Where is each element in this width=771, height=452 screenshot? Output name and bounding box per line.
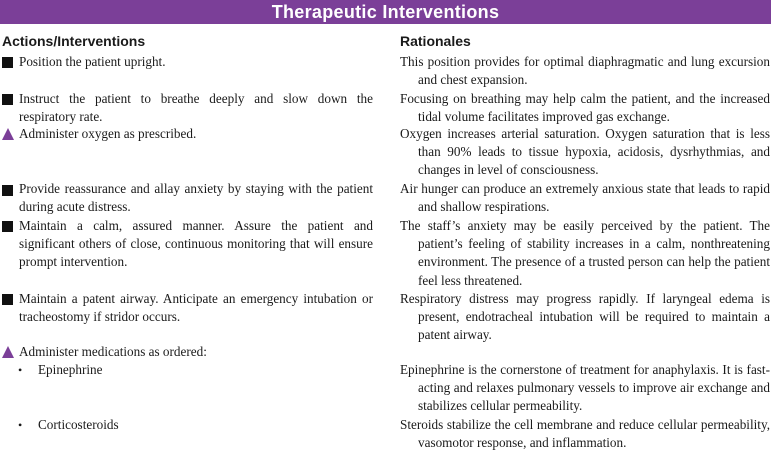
- black-square-bullet-icon: [2, 94, 13, 105]
- action-text: Administer medications as ordered:: [19, 344, 207, 359]
- black-square-bullet-icon: [2, 294, 13, 305]
- black-square-bullet-icon: [2, 57, 13, 68]
- section-title: Therapeutic Interventions: [0, 0, 771, 24]
- action-text: Maintain a calm, assured manner. Assure the patient and significant others of close, continuous monitoring that will ensure prompt intervention.: [19, 218, 373, 270]
- purple-triangle-icon: [2, 128, 14, 140]
- action-text: Provide reassurance and allay anxiety by staying with the patient during acute distress.: [19, 181, 373, 215]
- actions-column-header: Actions/Interventions: [2, 33, 146, 49]
- rationale-text: This position provides for optimal diaphragmatic and lung excursion and chest expansion.: [400, 54, 770, 88]
- sub-bullet: •: [18, 418, 23, 432]
- sub-bullet: •: [18, 363, 23, 377]
- rationale-text: Epinephrine is the cornerstone of treatment for anaphylaxis. It is fast-acting and relaxes pulmonary vessels to improve air exchange and stabilizes cellular permeability.: [400, 362, 770, 414]
- medication-name: Epinephrine: [38, 362, 103, 377]
- rationale-text: Air hunger can produce an extremely anxious state that leads to rapid and shallow respirations.: [400, 181, 770, 215]
- rationale-text: Oxygen increases arterial saturation. Oxygen saturation that is less than 90% leads to tissue hypoxia, acidosis, dysrhythmias, and changes in level of consciousness.: [400, 126, 770, 178]
- action-text: Position the patient upright.: [19, 54, 166, 69]
- action-text: Maintain a patent airway. Anticipate an emergency intubation or tracheostomy if stridor occurs.: [19, 291, 373, 325]
- medication-name: Corticosteroids: [38, 417, 119, 432]
- action-text: Administer oxygen as prescribed.: [19, 126, 197, 141]
- rationale-text: Steroids stabilize the cell membrane and reduce cellular permeability, vasomotor response, and inflammation.: [400, 417, 770, 451]
- action-text: Instruct the patient to breathe deeply and slow down the respiratory rate.: [19, 91, 373, 125]
- rationale-text: Respiratory distress may progress rapidly. If laryngeal edema is present, endotracheal intubation will be required to maintain a patent airway.: [400, 291, 770, 343]
- rationale-text: Focusing on breathing may help calm the patient, and the increased tidal volume facilitates improved gas exchange.: [400, 91, 770, 125]
- rationale-text: The staff’s anxiety may be easily perceived by the patient. The patient’s feeling of stability increases in a calm, nonthreatening environment. The presence of a trusted person can help the patient feel less threatened.: [400, 218, 770, 288]
- black-square-bullet-icon: [2, 185, 13, 196]
- rationales-column-header: Rationales: [400, 33, 471, 49]
- black-square-bullet-icon: [2, 221, 13, 232]
- purple-triangle-icon: [2, 346, 14, 358]
